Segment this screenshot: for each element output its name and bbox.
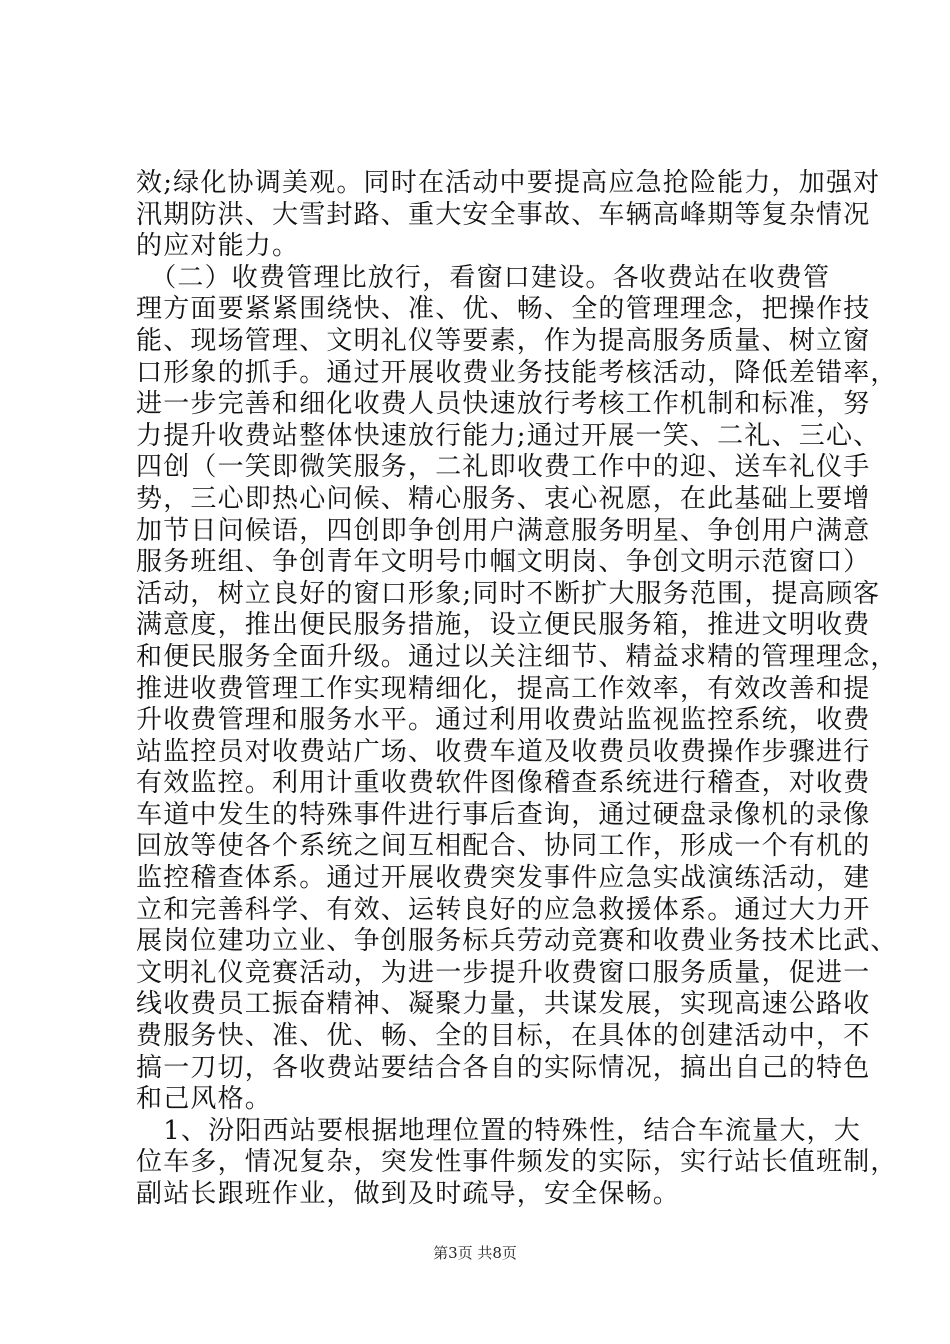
text-line: 满意度，推出便民服务措施，设立便民服务箱，推进文明收费 — [136, 610, 871, 641]
text-line: 能、现场管理、文明礼仪等要素，作为提高服务质量、树立窗 — [136, 325, 871, 356]
text-line: 势，三心即热心问候、精心服务、衷心祝愿，在此基础上要增 — [136, 483, 871, 514]
text-line: 回放等使各个系统之间互相配合、协同工作，形成一个有机的 — [136, 831, 871, 862]
text-line: 车道中发生的特殊事件进行事后查询，通过硬盘录像机的录像 — [136, 799, 871, 830]
text-line: 理方面要紧紧围绕快、准、优、畅、全的管理理念，把操作技 — [136, 294, 871, 325]
text-line: 展岗位建功立业、争创服务标兵劳动竞赛和收费业务技术比武、 — [136, 926, 898, 957]
text-line: 服务班组、争创青年文明号巾帼文明岗、争创文明示范窗口） — [136, 547, 871, 578]
text-line: 四创（一笑即微笑服务，二礼即收费工作中的迎、送车礼仪手 — [136, 452, 871, 483]
text-line: 的应对能力。 — [136, 231, 300, 262]
text-line: 推进收费管理工作实现精细化，提高工作效率，有效改善和提 — [136, 673, 871, 704]
text-line: 监控稽查体系。通过开展收费突发事件应急实战演练活动，建 — [136, 863, 871, 894]
text-line: 搞一刀切，各收费站要结合各自的实际情况，搞出自己的特色 — [136, 1052, 871, 1083]
text-line: 位车多，情况复杂，突发性事件频发的实际，实行站长值班制， — [136, 1147, 898, 1178]
page-number-footer: 第3页 共8页 — [433, 1244, 517, 1262]
text-line: 副站长跟班作业，做到及时疏导，安全保畅。 — [136, 1179, 681, 1209]
text-line: 文明礼仪竞赛活动，为进一步提升收费窗口服务质量，促进一 — [136, 957, 871, 988]
text-line: 汛期防洪、大雪封路、重大安全事故、车辆高峰期等复杂情况 — [136, 199, 871, 230]
list-item-line: 1、汾阳西站要根据地理位置的特殊性，结合车流量大，大 — [136, 1115, 861, 1146]
text-line: 费服务快、准、优、畅、全的目标，在具体的创建活动中，不 — [136, 1021, 871, 1052]
text-line: 线收费员工振奋精神、凝聚力量，共谋发展，实现高速公路收 — [136, 989, 871, 1020]
text-line: 站监控员对收费站广场、收费车道及收费员收费操作步骤进行 — [136, 736, 871, 767]
text-line: 有效监控。利用计重收费软件图像稽查系统进行稽查，对收费 — [136, 768, 871, 799]
text-line: 活动，树立良好的窗口形象;同时不断扩大服务范围，提高顾客 — [136, 578, 881, 609]
text-line: 和己风格。 — [136, 1084, 273, 1115]
text-line: 升收费管理和服务水平。通过利用收费站监视监控系统，收费 — [136, 705, 871, 736]
text-line: 力提升收费站整体快速放行能力;通过开展一笑、二礼、三心、 — [136, 420, 881, 451]
section-heading-line: （二）收费管理比放行，看窗口建设。各收费站在收费管 — [136, 262, 831, 293]
text-line: 口形象的抓手。通过开展收费业务技能考核活动，降低差错率， — [136, 357, 898, 388]
body-text — [136, 168, 898, 1211]
text-line: 立和完善科学、有效、运转良好的应急救援体系。通过大力开 — [136, 894, 871, 925]
text-line: 和便民服务全面升级。通过以关注细节、精益求精的管理理念， — [136, 641, 898, 672]
text-line: 加节日问候语，四创即争创用户满意服务明星、争创用户满意 — [136, 515, 871, 546]
text-line: 效;绿化协调美观。同时在活动中要提高应急抢险能力，加强对 — [136, 168, 881, 198]
text-line: 进一步完善和细化收费人员快速放行考核工作机制和标准，努 — [136, 389, 871, 420]
